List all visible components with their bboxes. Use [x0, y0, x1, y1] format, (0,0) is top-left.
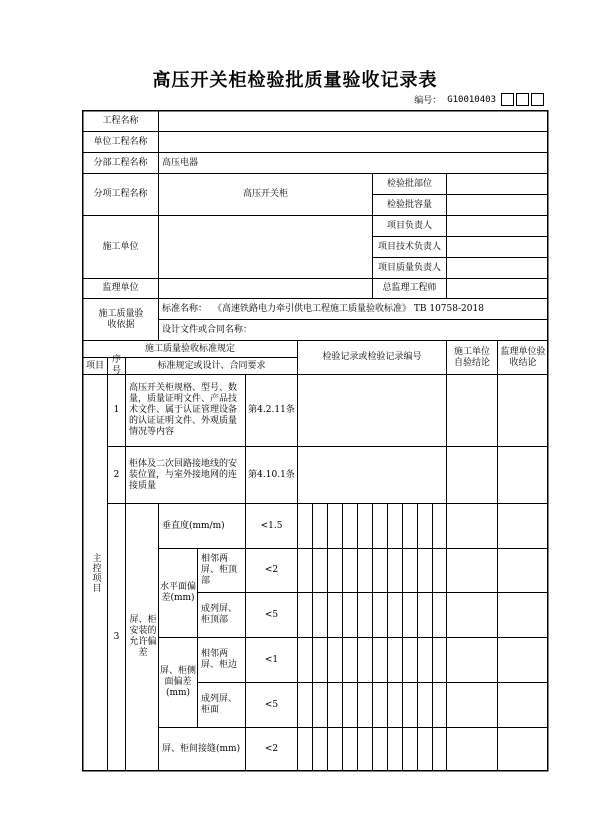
- row1-seq: 1: [113, 405, 120, 415]
- code-label: 编号：: [414, 96, 442, 106]
- field-supervision-unit[interactable]: [159, 279, 372, 298]
- field-unit-project[interactable]: [159, 132, 547, 152]
- form-title: 高压开关柜检验批质量验收记录表: [152, 70, 438, 91]
- label-batch-location: 检验批部位: [386, 178, 432, 189]
- level-row-label: 成列屏、柜顶部: [201, 604, 238, 625]
- row3-seq: 3: [113, 631, 120, 642]
- field-standard: [159, 299, 547, 319]
- label-supervision-unit: 监理单位: [102, 283, 139, 293]
- field-tech-manager[interactable]: [447, 237, 547, 257]
- label-project-name: 工程名称: [102, 115, 139, 126]
- joint-tolerance: <2: [264, 743, 279, 754]
- side-group-label: 屏、柜侧面偏差(mm): [160, 666, 197, 698]
- level-adjacent-tolerance: <2: [264, 565, 279, 575]
- field-quality-manager[interactable]: [447, 258, 547, 278]
- standard-value: 《高速铁路电力牵引供电工程施工质量验收标准》 TB 10758-2018: [213, 303, 484, 314]
- joint-label: 屏、柜间接缝(mm): [162, 743, 241, 754]
- field-project-name[interactable]: [159, 111, 547, 131]
- header-self-check: 施工单位自验结论: [453, 346, 490, 368]
- label-batch-capacity: 检验批容量: [386, 199, 432, 210]
- label-project-manager: 项目负责人: [386, 220, 432, 231]
- field-batch-capacity[interactable]: [447, 195, 547, 215]
- field-project-manager[interactable]: [447, 216, 547, 236]
- header-seq: 序号: [111, 355, 121, 376]
- label-acceptance-basis: 施工质量验收依据: [98, 308, 144, 330]
- row3-group: 屏、柜安装的允许偏差: [129, 615, 157, 658]
- label-tech-manager: 项目技术负责人: [377, 241, 441, 252]
- row2-clause: 第4.10.1条: [248, 469, 295, 480]
- field-construction-unit[interactable]: [159, 216, 372, 278]
- verticality-tolerance: <1.5: [260, 520, 283, 531]
- level-adjacent-label: 相邻两屏、柜顶部: [201, 554, 238, 586]
- row1-clause: 第4.2.11条: [248, 405, 295, 415]
- row1-requirement: 高压开关柜规格、型号、数量，质量证明文件、产品技术文件、属于认证管理设备的认证证明文件、外观质量情况等内容: [129, 383, 238, 437]
- field-subitem[interactable]: 高压开关柜: [242, 189, 288, 199]
- side-row-tolerance: <5: [264, 699, 279, 710]
- level-row-tolerance: <5: [264, 609, 279, 620]
- verticality-label: 垂直度(mm/m): [162, 520, 225, 531]
- side-adjacent-tolerance: <1: [264, 654, 279, 665]
- row2-seq: 2: [113, 469, 120, 480]
- side-adjacent-label: 相邻两屏、柜边: [201, 649, 238, 670]
- label-construction-unit: 施工单位: [102, 241, 139, 252]
- row2-requirement: 柜体及二次回路接地线的安装位置，与室外接地网的连接质量: [129, 458, 238, 491]
- header-supervision-check: 监理单位验收结论: [500, 346, 546, 368]
- category-main-control: 主控项目: [90, 552, 101, 593]
- label-unit-project: 单位工程名称: [93, 136, 148, 147]
- level-group-label: 水平面偏差(mm): [160, 582, 197, 603]
- field-division[interactable]: 高压电器: [162, 157, 199, 168]
- field-design-docs[interactable]: 设计文件或合同名称：: [162, 324, 253, 335]
- header-requirement: 标准规定或设计、合同要求: [157, 360, 266, 371]
- row1-record[interactable]: [298, 375, 446, 446]
- label-division: 分部工程名称: [93, 157, 148, 168]
- label-subitem: 分项工程名称: [93, 189, 148, 199]
- code-value: G10010403: [447, 94, 496, 105]
- header-spec-group: 施工质量验收标准规定: [144, 343, 235, 354]
- field-chief-supervisor[interactable]: [447, 279, 547, 298]
- label-chief-supervisor: 总监理工程师: [382, 283, 437, 293]
- header-item: 项目: [85, 360, 104, 371]
- standard-label: 标准名称：: [162, 303, 208, 314]
- field-batch-location[interactable]: [447, 174, 547, 194]
- row2-record[interactable]: [298, 447, 446, 503]
- side-row-label: 成列屏、柜面: [201, 694, 238, 715]
- label-quality-manager: 项目质量负责人: [377, 262, 441, 273]
- header-record: 检验记录或检验记录编号: [322, 352, 422, 362]
